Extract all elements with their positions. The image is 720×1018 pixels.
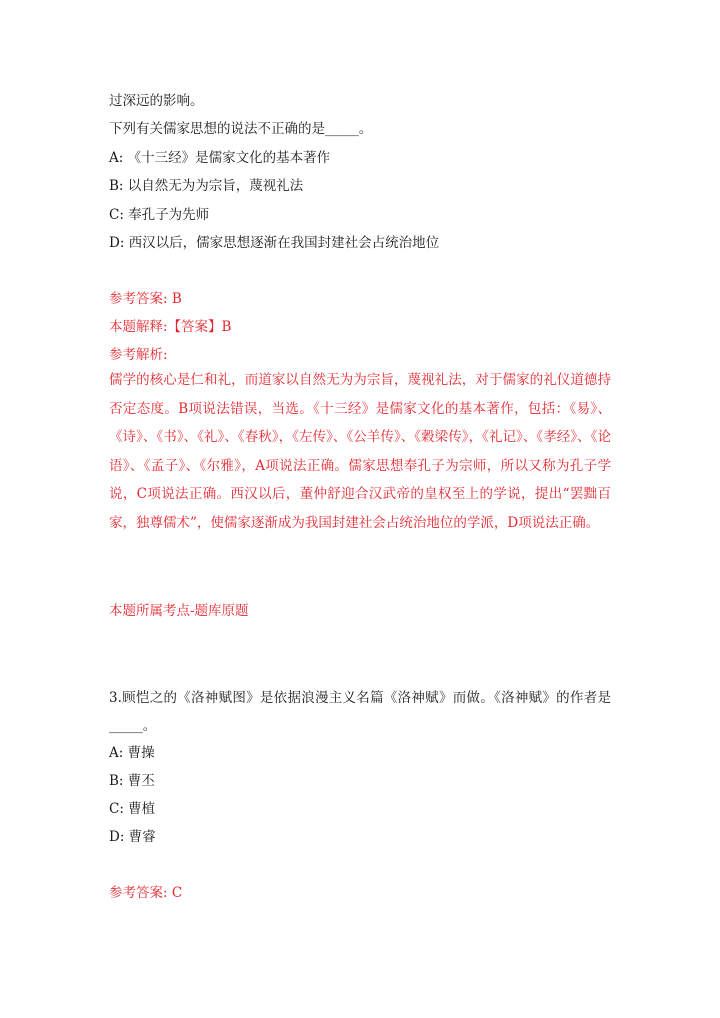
question-text: 下列有关儒家思想的说法不正确的是_____。 <box>109 121 373 137</box>
option-a: A: 《十三经》是儒家文化的基本著作 <box>109 150 331 166</box>
q3-option-c: C: 曹植 <box>109 801 156 817</box>
q3-option-a: A: 曹操 <box>109 745 155 761</box>
reference-answer: 参考答案: B <box>109 291 182 307</box>
question-category: 本题所属考点-题库原题 <box>109 603 249 619</box>
option-b: B: 以自然无为为宗旨，蔑视礼法 <box>109 178 304 194</box>
option-d: D: 西汉以后，儒家思想逐渐在我国封建社会占统治地位 <box>109 235 440 251</box>
question-3-text: 3.顾恺之的《洛神赋图》是依据浪漫主义名篇《洛神赋》而做。《洛神赋》的作者是_____。 <box>109 690 611 734</box>
previous-question-continuation: 过深远的影响。 <box>109 93 204 109</box>
explanation-title: 本题解释:【答案】B <box>109 319 232 335</box>
analysis-paragraph: 儒学的核心是仁和礼，而道家以自然无为为宗旨，蔑视礼法，对于儒家的礼仪道德持否定态度。B项说法错误，当选。《十三经》是儒家文化的基本著作，包括：《易》、《诗》、《书》、《礼》、《春秋》，《左传》、《公羊传》、《穀梁传》，《礼记》、《孝经》、《论语》、《孟子》、《尔雅》，A项说法正确。儒家思想奉孔子为宗师，所以又称为孔子学说，C项说法正确。西汉以后，董仲舒迎合汉武帝的皇权至上的学说，提出“罢黜百家，独尊儒术”，使儒家逐渐成为我国封建社会占统治地位的学派，D项说法正确。 <box>109 372 611 531</box>
q3-option-b: B: 曹丕 <box>109 773 155 789</box>
option-c: C: 奉孔子为先师 <box>109 207 210 223</box>
q3-option-d: D: 曹睿 <box>109 829 156 845</box>
q3-reference-answer: 参考答案: C <box>109 885 183 901</box>
analysis-title: 参考解析: <box>109 347 168 363</box>
